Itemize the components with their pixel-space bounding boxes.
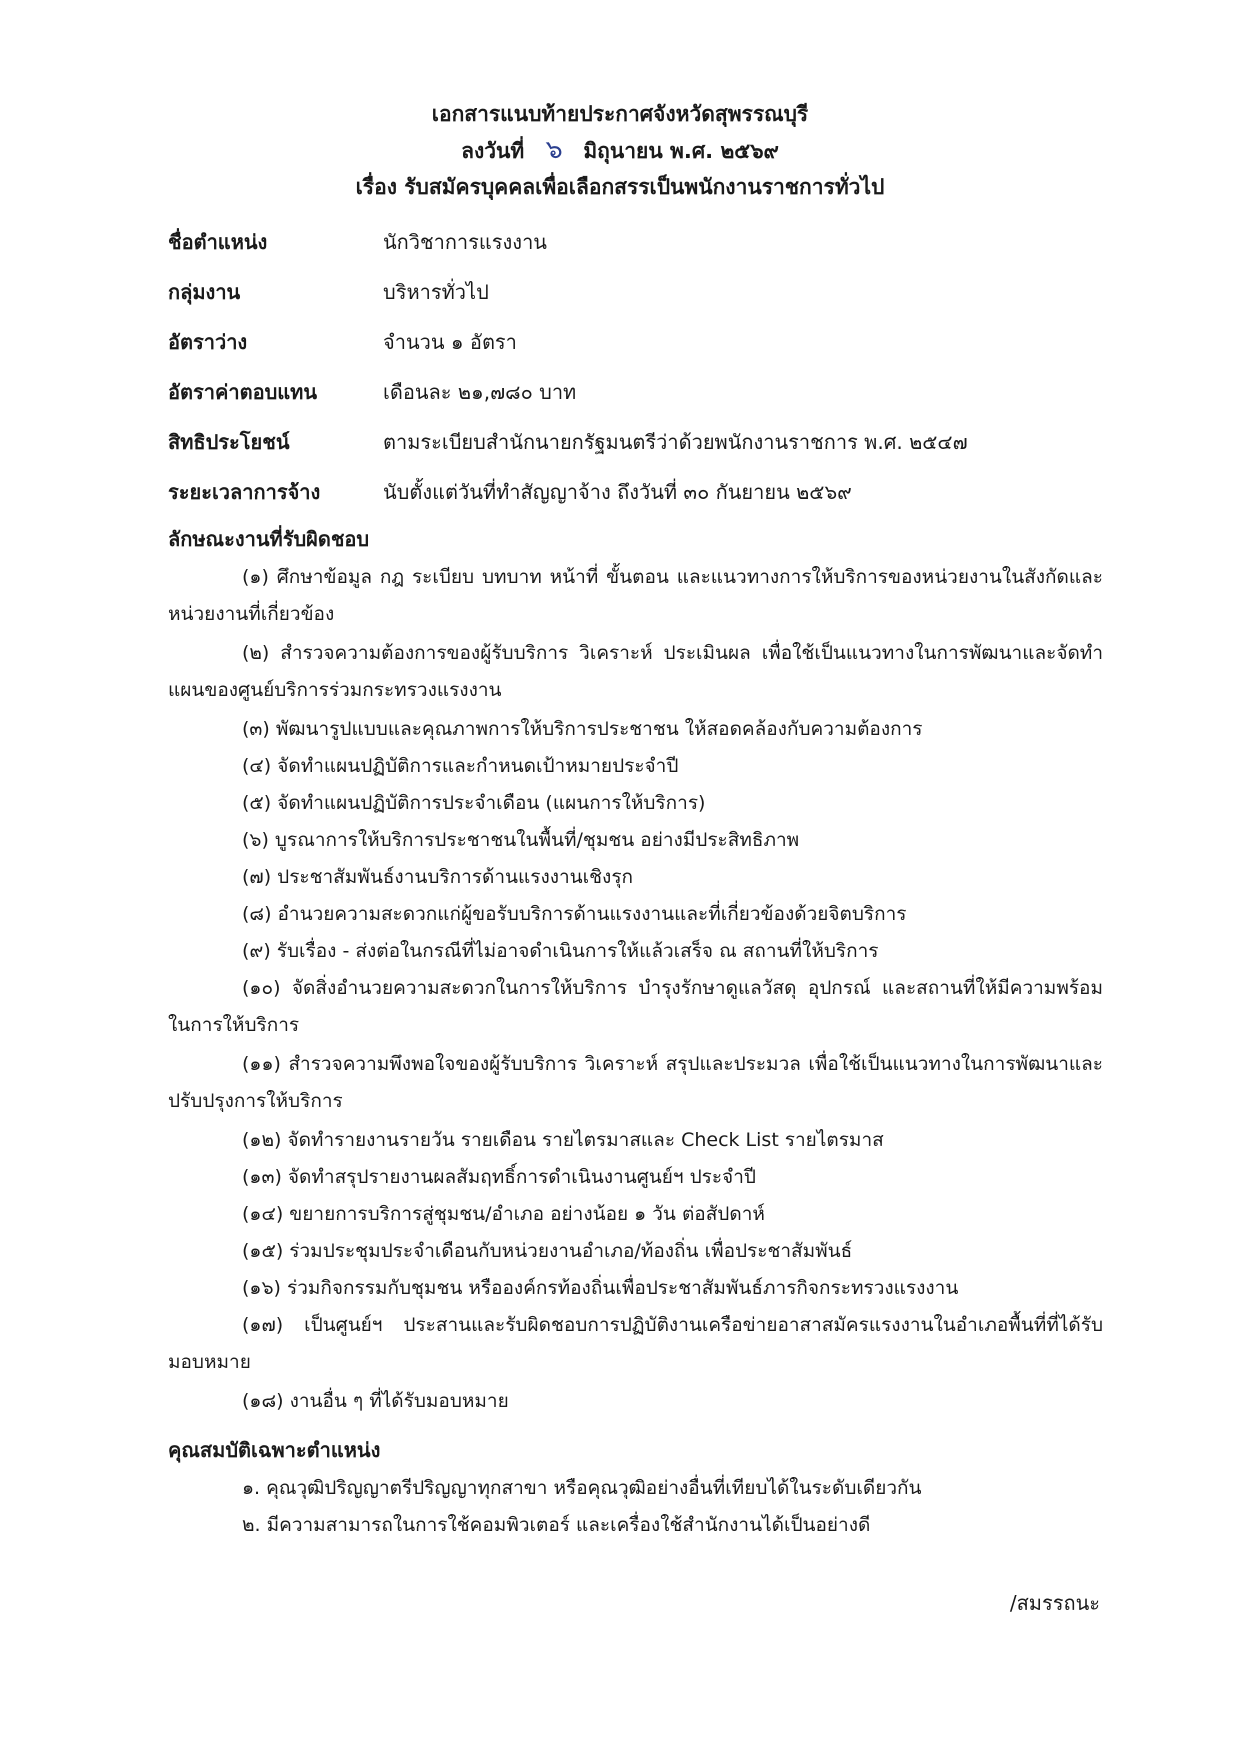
duty-item: (๕) จัดทำแผนปฏิบัติการประจำเดือน (แผนการให้บริการ) [242, 792, 706, 814]
info-value: บริหารทั่วไป [383, 280, 489, 304]
header-date [0, 132, 1240, 169]
info-label: กลุ่มงาน [168, 280, 241, 304]
info-value: เดือนละ ๒๑,๗๘๐ บาท [383, 380, 577, 404]
info-value: จำนวน ๑ อัตรา [383, 330, 517, 354]
duty-item: (๑๑) สำรวจความพึงพอใจของผู้รับบริการ วิเคราะห์ สรุปและประมวล เพื่อใช้เป็นแนวทางในการพัฒนาและปรับปรุงการให้บริการ [168, 1053, 1103, 1112]
duty-item: (๑๘) งานอื่น ๆ ที่ได้รับมอบหมาย [242, 1390, 509, 1412]
document-header [0, 96, 1240, 205]
duty-item: (๑๕) ร่วมประชุมประจำเดือนกับหน่วยงานอำเภอ/ท้องถิ่น เพื่อประชาสัมพันธ์ [242, 1240, 853, 1262]
duty-item: (๒) สำรวจความต้องการของผู้รับบริการ วิเคราะห์ ประเมินผล เพื่อใช้เป็นแนวทางในการพัฒนาและจัดทำแผนของศูนย์บริการร่วมกระทรวงแรงงาน [168, 642, 1103, 701]
duties-heading: ลักษณะงานที่รับผิดชอบ [168, 527, 370, 551]
duty-item: (๔) จัดทำแผนปฏิบัติการและกำหนดเป้าหมายประจำปี [242, 755, 679, 777]
duty-item: (๘) อำนวยความสะดวกแก่ผู้ขอรับบริการด้านแรงงานและที่เกี่ยวข้องด้วยจิตบริการ [242, 903, 907, 925]
duty-item: (๗) ประชาสัมพันธ์งานบริการด้านแรงงานเชิงรุก [242, 866, 634, 888]
info-label: ระยะเวลาการจ้าง [168, 480, 321, 504]
info-label: ชื่อตำแหน่ง [168, 230, 268, 254]
info-value: นับตั้งแต่วันที่ทำสัญญาจ้าง ถึงวันที่ ๓๐ กันยายน ๒๕๖๙ [383, 480, 852, 504]
header-date-prefix: ลงวันที่ [461, 139, 525, 163]
duty-item: (๑๔) ขยายการบริการสู่ชุมชน/อำเภอ อย่างน้อย ๑ วัน ต่อสัปดาห์ [242, 1203, 765, 1225]
info-value: นักวิชาการแรงงาน [383, 230, 547, 254]
duty-item: (๑๗) เป็นศูนย์ฯ ประสานและรับผิดชอบการปฏิบัติงานเครือข่ายอาสาสมัครแรงงานในอำเภอพื้นที่ที่ได้รับมอบหมาย [168, 1314, 1103, 1373]
duty-item: (๑๒) จัดทำรายงานรายวัน รายเดือน รายไตรมาสและ Check List รายไตรมาส [242, 1129, 884, 1151]
qualifications-heading: คุณสมบัติเฉพาะตำแหน่ง [168, 1438, 381, 1462]
info-label: อัตราว่าง [168, 330, 248, 354]
duty-item: (๑๓) จัดทำสรุปรายงานผลสัมฤทธิ์การดำเนินงานศูนย์ฯ ประจำปี [242, 1166, 756, 1188]
duty-item: (๓) พัฒนารูปแบบและคุณภาพการให้บริการประชาชน ให้สอดคล้องกับความต้องการ [242, 718, 923, 740]
duty-item: (๖) บูรณาการให้บริการประชาชนในพื้นที่/ชุมชน อย่างมีประสิทธิภาพ [242, 829, 800, 851]
info-label: สิทธิประโยชน์ [168, 430, 290, 454]
qualification-item: ๒. มีความสามารถในการใช้คอมพิวเตอร์ และเครื่องใช้สำนักงานได้เป็นอย่างดี [242, 1514, 871, 1536]
header-subject: เรื่อง รับสมัครบุคคลเพื่อเลือกสรรเป็นพนักงานราชการทั่วไป [355, 175, 885, 199]
header-date-suffix: มิถุนายน พ.ศ. ๒๕๖๙ [583, 139, 779, 163]
next-page-reference: /สมรรถนะ [1009, 1591, 1100, 1615]
info-value: ตามระเบียบสำนักนายกรัฐมนตรีว่าด้วยพนักงานราชการ พ.ศ. ๒๕๔๗ [383, 430, 968, 454]
duty-item: (๑๐) จัดสิ่งอำนวยความสะดวกในการให้บริการ บำรุงรักษาดูแลวัสดุ อุปกรณ์ และสถานที่ให้มีความพร้อมในการให้บริการ [168, 977, 1103, 1036]
handwritten-day: ๖ [544, 134, 564, 166]
qualification-item: ๑. คุณวุฒิปริญญาตรีปริญญาทุกสาขา หรือคุณวุฒิอย่างอื่นที่เทียบได้ในระดับเดียวกัน [242, 1477, 922, 1499]
duty-item: (๑) ศึกษาข้อมูล กฎ ระเบียบ บทบาท หน้าที่ ขั้นตอน และแนวทางการให้บริการของหน่วยงานในสังกัดและหน่วยงานที่เกี่ยวข้อง [168, 566, 1103, 625]
header-title: เอกสารแนบท้ายประกาศจังหวัดสุพรรณบุรี [431, 102, 809, 126]
info-label: อัตราค่าตอบแทน [168, 380, 318, 404]
duty-item: (๑๖) ร่วมกิจกรรมกับชุมชน หรือองค์กรท้องถิ่นเพื่อประชาสัมพันธ์ภารกิจกระทรวงแรงงาน [242, 1277, 959, 1299]
duty-item: (๙) รับเรื่อง - ส่งต่อในกรณีที่ไม่อาจดำเนินการให้แล้วเสร็จ ณ สถานที่ให้บริการ [242, 940, 879, 962]
